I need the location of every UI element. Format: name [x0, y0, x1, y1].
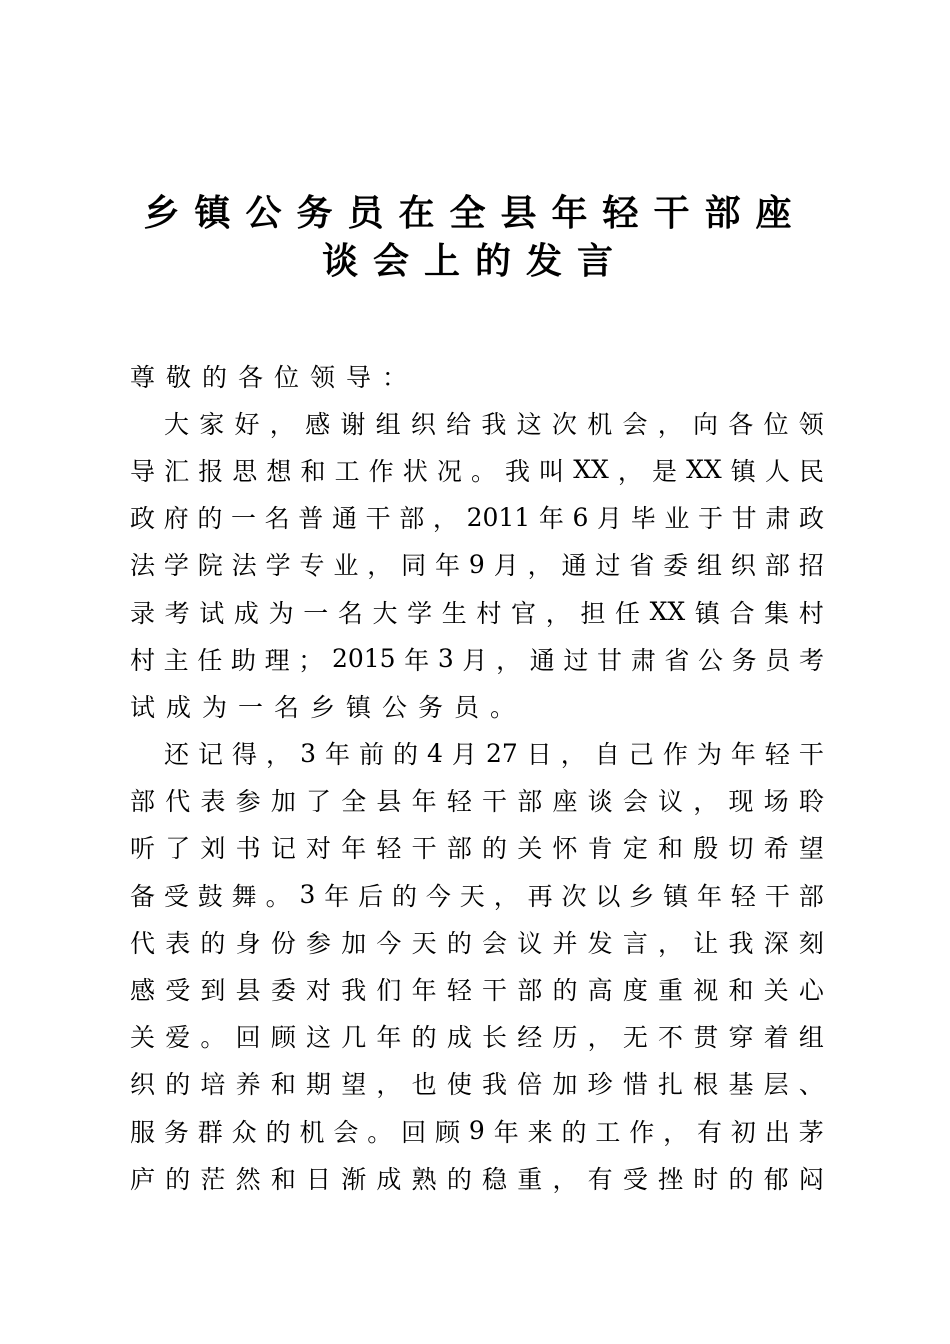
body-line: 庐 的 茫 然 和 日 渐 成 熟 的 稳 重 ， 有 受 挫 时 的 郁 闷	[130, 1164, 824, 1194]
body-line: 听 了 刘 书 记 对 年 轻 干 部 的 关 怀 肯 定 和 殷 切 希 望	[130, 834, 824, 864]
body-line: 部 代 表 参 加 了 全 县 年 轻 干 部 座 谈 会 议 ， 现 场 聆	[130, 787, 824, 817]
body-line: 备 受 鼓 舞 。 3 年 后 的 今 天 ， 再 次 以 乡 镇 年 轻 干 部	[130, 880, 824, 911]
body-line: 试成为一名乡镇公务员。	[130, 692, 527, 722]
document-title-line-1: 乡镇公务员在全县年轻干部座	[143, 193, 807, 234]
body-line: 还 记 得 ， 3 年 前 的 4 月 27 日 ， 自 己 作 为 年 轻 干	[164, 738, 824, 770]
document-title-line-2: 谈会上的发言	[321, 241, 628, 282]
body-line: 导 汇 报 思 想 和 工 作 状 况 。 我 叫 XX ， 是 XX 镇 人 民	[130, 455, 824, 486]
body-line: 大 家 好 ， 感 谢 组 织 给 我 这 次 机 会 ， 向 各 位 领	[164, 409, 824, 439]
body-line: 代 表 的 身 份 参 加 今 天 的 会 议 并 发 言 ， 让 我 深 刻	[130, 928, 824, 958]
body-line: 政 府 的 一 名 普 通 干 部 ， 2011 年 6 月 毕 业 于 甘 肃 政	[130, 502, 824, 534]
body-line: 录 考 试 成 为 一 名 大 学 生 村 官 ， 担 任 XX 镇 合 集 村	[130, 597, 824, 628]
body-line: 织 的 培 养 和 期 望 ， 也 使 我 倍 加 珍 惜 扎 根 基 层 、	[130, 1070, 824, 1100]
body-line: 服 务 群 众 的 机 会 。 回 顾 9 年 来 的 工 作 ， 有 初 出 茅	[130, 1116, 824, 1147]
body-line: 尊敬的各位领导：	[130, 362, 419, 392]
document-body	[130, 352, 824, 1201]
body-line: 村 主 任 助 理 ； 2015 年 3 月 ， 通 过 甘 肃 省 公 务 员 考	[130, 644, 824, 675]
body-line: 感 受 到 县 委 对 我 们 年 轻 干 部 的 高 度 重 视 和 关 心	[130, 976, 824, 1006]
body-line: 关 爱 。 回 顾 这 几 年 的 成 长 经 历 ， 无 不 贯 穿 着 组	[130, 1023, 824, 1053]
body-line: 法 学 院 法 学 专 业 ， 同 年 9 月 ， 通 过 省 委 组 织 部 招	[130, 549, 824, 581]
